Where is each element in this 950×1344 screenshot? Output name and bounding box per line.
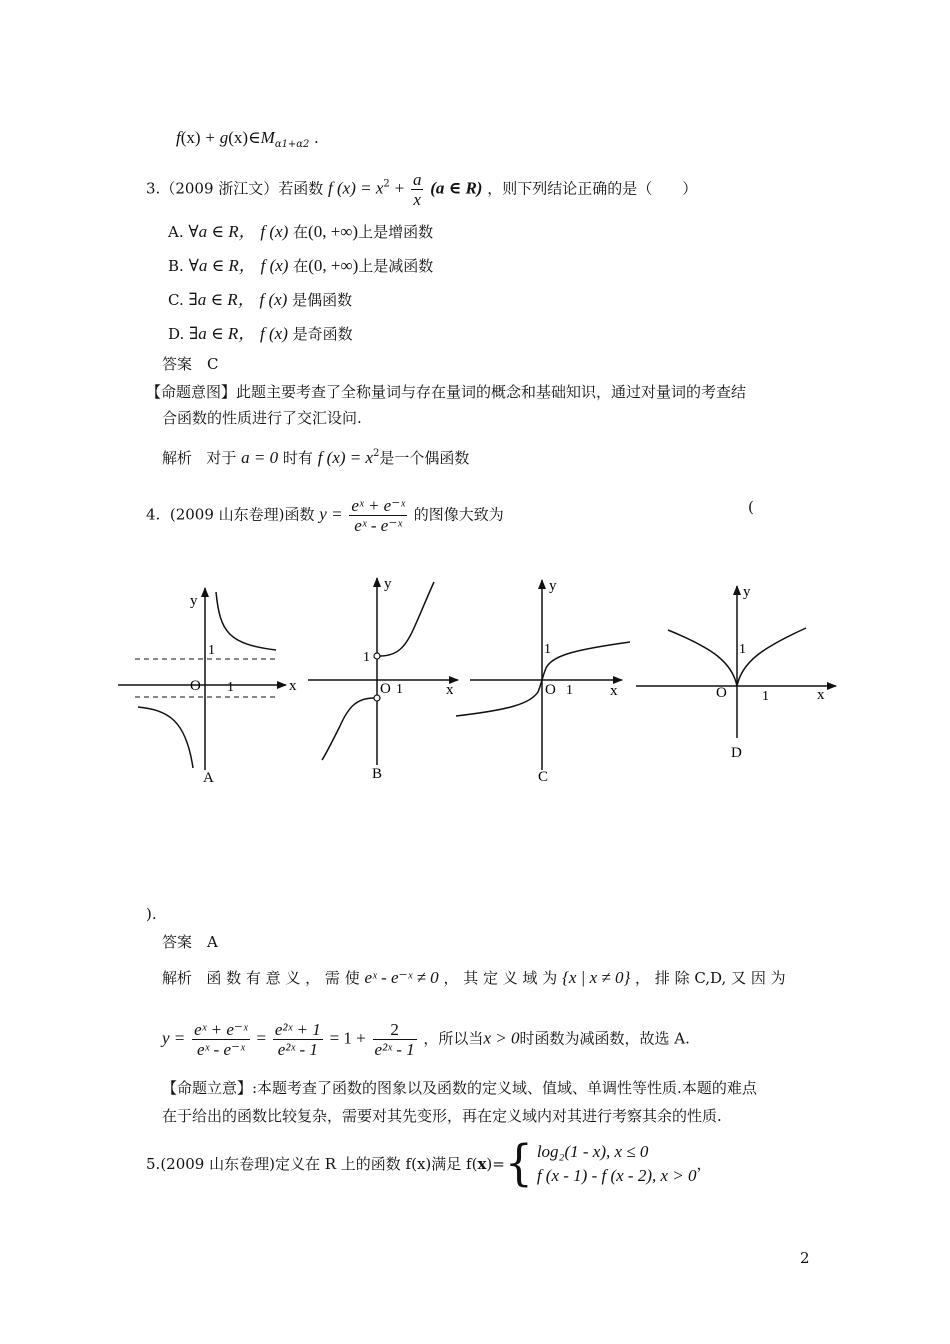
- sol-fraction-2: $\frac{\text{e²ˣ + 1}}{\text{e²ˣ - 1}}$: [274, 1020, 321, 1059]
- q4-stem: 4. (2009 山东卷理)函数 y = $\frac{\text{eˣ + e⁻ˣ}}{\text{eˣ - e⁻ˣ}}$ 的图像大致为: [146, 496, 504, 535]
- subscript: α1+α2: [274, 139, 310, 150]
- graph-a-label: A: [203, 770, 214, 786]
- graph-c-y-label: y: [549, 578, 557, 594]
- graph-c-one-x: 1: [566, 683, 573, 698]
- q3-solution: 解析 对于 a = 0 时有 f $(x) = x^2$是一个偶函数: [162, 448, 470, 467]
- case-1: log₂(1 - x), x ≤ 0: [536, 1142, 649, 1161]
- f-symbol: f: [176, 128, 181, 147]
- graph-d-origin: O: [716, 685, 727, 701]
- q3-stem: 3.（2009 浙江文）若函数 f $(x) = x^2$ + $\frac{a}{x}$ (a ∈ R) ，则下列结论正确的是（ ）: [146, 170, 698, 209]
- q4-solution-2: y = $\frac{\text{eˣ + e⁻ˣ}}{\text{eˣ - e⁻ˣ}}$ = $\frac{\text{e²ˣ + 1}}{\text{e²ˣ - 1}}$ = 1 + $\frac{2}{\text{e²ˣ - 1}}$ ，所以当x > 0时函数为减函数，故选 A.: [162, 1020, 690, 1059]
- graph-c-one-y: 1: [544, 642, 551, 657]
- graph-d-curve-right: [737, 628, 806, 686]
- graph-b-y-label: y: [384, 576, 392, 592]
- graph-d-x-label: x: [817, 687, 825, 703]
- graph-b-curve-left: [322, 698, 374, 760]
- graph-a: [118, 588, 297, 786]
- graph-a-y-label: y: [190, 593, 198, 609]
- graph-d-curve-left: [668, 630, 737, 686]
- page-number: 2: [800, 1249, 810, 1267]
- graph-a-curve-right: [216, 592, 276, 650]
- case-2: f (x - 1) - f (x - 2), x > 0: [536, 1166, 697, 1185]
- sol-fraction-1: $\frac{\text{eˣ + e⁻ˣ}}{\text{eˣ - e⁻ˣ}}$: [194, 1020, 248, 1059]
- graph-d-one-y: 1: [739, 642, 746, 657]
- graph-b-one-y: 1: [363, 650, 370, 665]
- graph-a-curve-left: [138, 707, 193, 768]
- graph-d-y-label: y: [743, 584, 751, 600]
- top-formula-line: $f(x) + g(x)\in M_{\alpha 1+\alpha 2}$ .: [176, 128, 319, 150]
- q4-fraction: $\frac{\text{eˣ + e⁻ˣ}}{\text{eˣ - e⁻ˣ}}$: [351, 496, 405, 535]
- q3-fraction: $\frac{a}{x}$: [412, 170, 422, 209]
- graph-a-x-label: x: [289, 678, 297, 694]
- q3-option-a: A. ∀a ∈ R， f (x) 在(0, +∞)上是增函数: [168, 222, 434, 241]
- graph-b-curve-right: [380, 582, 434, 656]
- q5-stem: 5. (2009 山东卷理)定义在 R 上的函数 f(x)满足 f( x )= { log₂(1 - x), x ≤ 0 f (x - 1) - f (x - 2), x > 0 ，: [146, 1135, 712, 1192]
- q3-option-d: D. ∃a ∈ R， f (x) 是奇函数: [168, 324, 353, 343]
- q3-option-b: B. ∀a ∈ R， f (x) 在(0, +∞)上是减函数: [168, 256, 434, 275]
- graph-b-one-x: 1: [396, 682, 403, 697]
- sol-fraction-3: $\frac{2}{\text{e²ˣ - 1}}$: [374, 1020, 415, 1059]
- piecewise-cases: [537, 1140, 697, 1188]
- graph-d: [636, 584, 836, 761]
- graph-b-x-label: x: [446, 682, 454, 698]
- q3-intent-2: 合函数的性质进行了交汇设问.: [162, 409, 362, 427]
- q3-option-c: C. ∃a ∈ R， f (x) 是偶函数: [168, 290, 353, 309]
- graph-b: [308, 576, 458, 782]
- cases-brace: {: [504, 1135, 533, 1192]
- graph-c-curve: [456, 642, 630, 716]
- graph-d-label: D: [731, 745, 742, 761]
- q4-answer: 答案 A: [162, 933, 218, 951]
- q3-intent-1: 【命题意图】此题主要考查了全称量词与存在量词的概念和基础知识，通过对量词的考查结: [146, 383, 747, 401]
- graph-a-origin: O: [190, 678, 201, 694]
- graph-a-one-x: 1: [227, 680, 234, 695]
- graph-b-origin: O: [380, 681, 391, 697]
- graph-d-one-x: 1: [762, 689, 769, 704]
- q4-paren-close: ).: [146, 905, 157, 923]
- q4-graphs: [0, 570, 950, 810]
- q4-paren-open: (: [748, 498, 754, 516]
- graph-c: [456, 578, 630, 785]
- graph-b-label: B: [372, 766, 383, 782]
- q3-answer: 答案 C: [162, 355, 219, 373]
- graph-a-one-y: 1: [208, 643, 215, 658]
- graph-c-origin: O: [545, 682, 556, 698]
- q4-point-1: 【命题立意】:本题考查了函数的图象以及函数的定义域、值域、单调性等性质.本题的难点: [162, 1079, 757, 1097]
- graph-c-x-label: x: [610, 683, 618, 699]
- graph-c-label: C: [538, 769, 549, 785]
- graph-b-open-point-upper: [374, 653, 380, 659]
- q4-point-2: 在于给出的函数比较复杂，需要对其先变形，再在定义域内对其进行考察其余的性质.: [162, 1107, 722, 1125]
- q4-solution-1: 解析 函 数 有 意 义 ， 需 使 eˣ - e⁻ˣ ≠ 0 ， 其 定 义 域 为 {x | x ≠ 0} ， 排 除 C,D, 又 因 为: [162, 968, 786, 987]
